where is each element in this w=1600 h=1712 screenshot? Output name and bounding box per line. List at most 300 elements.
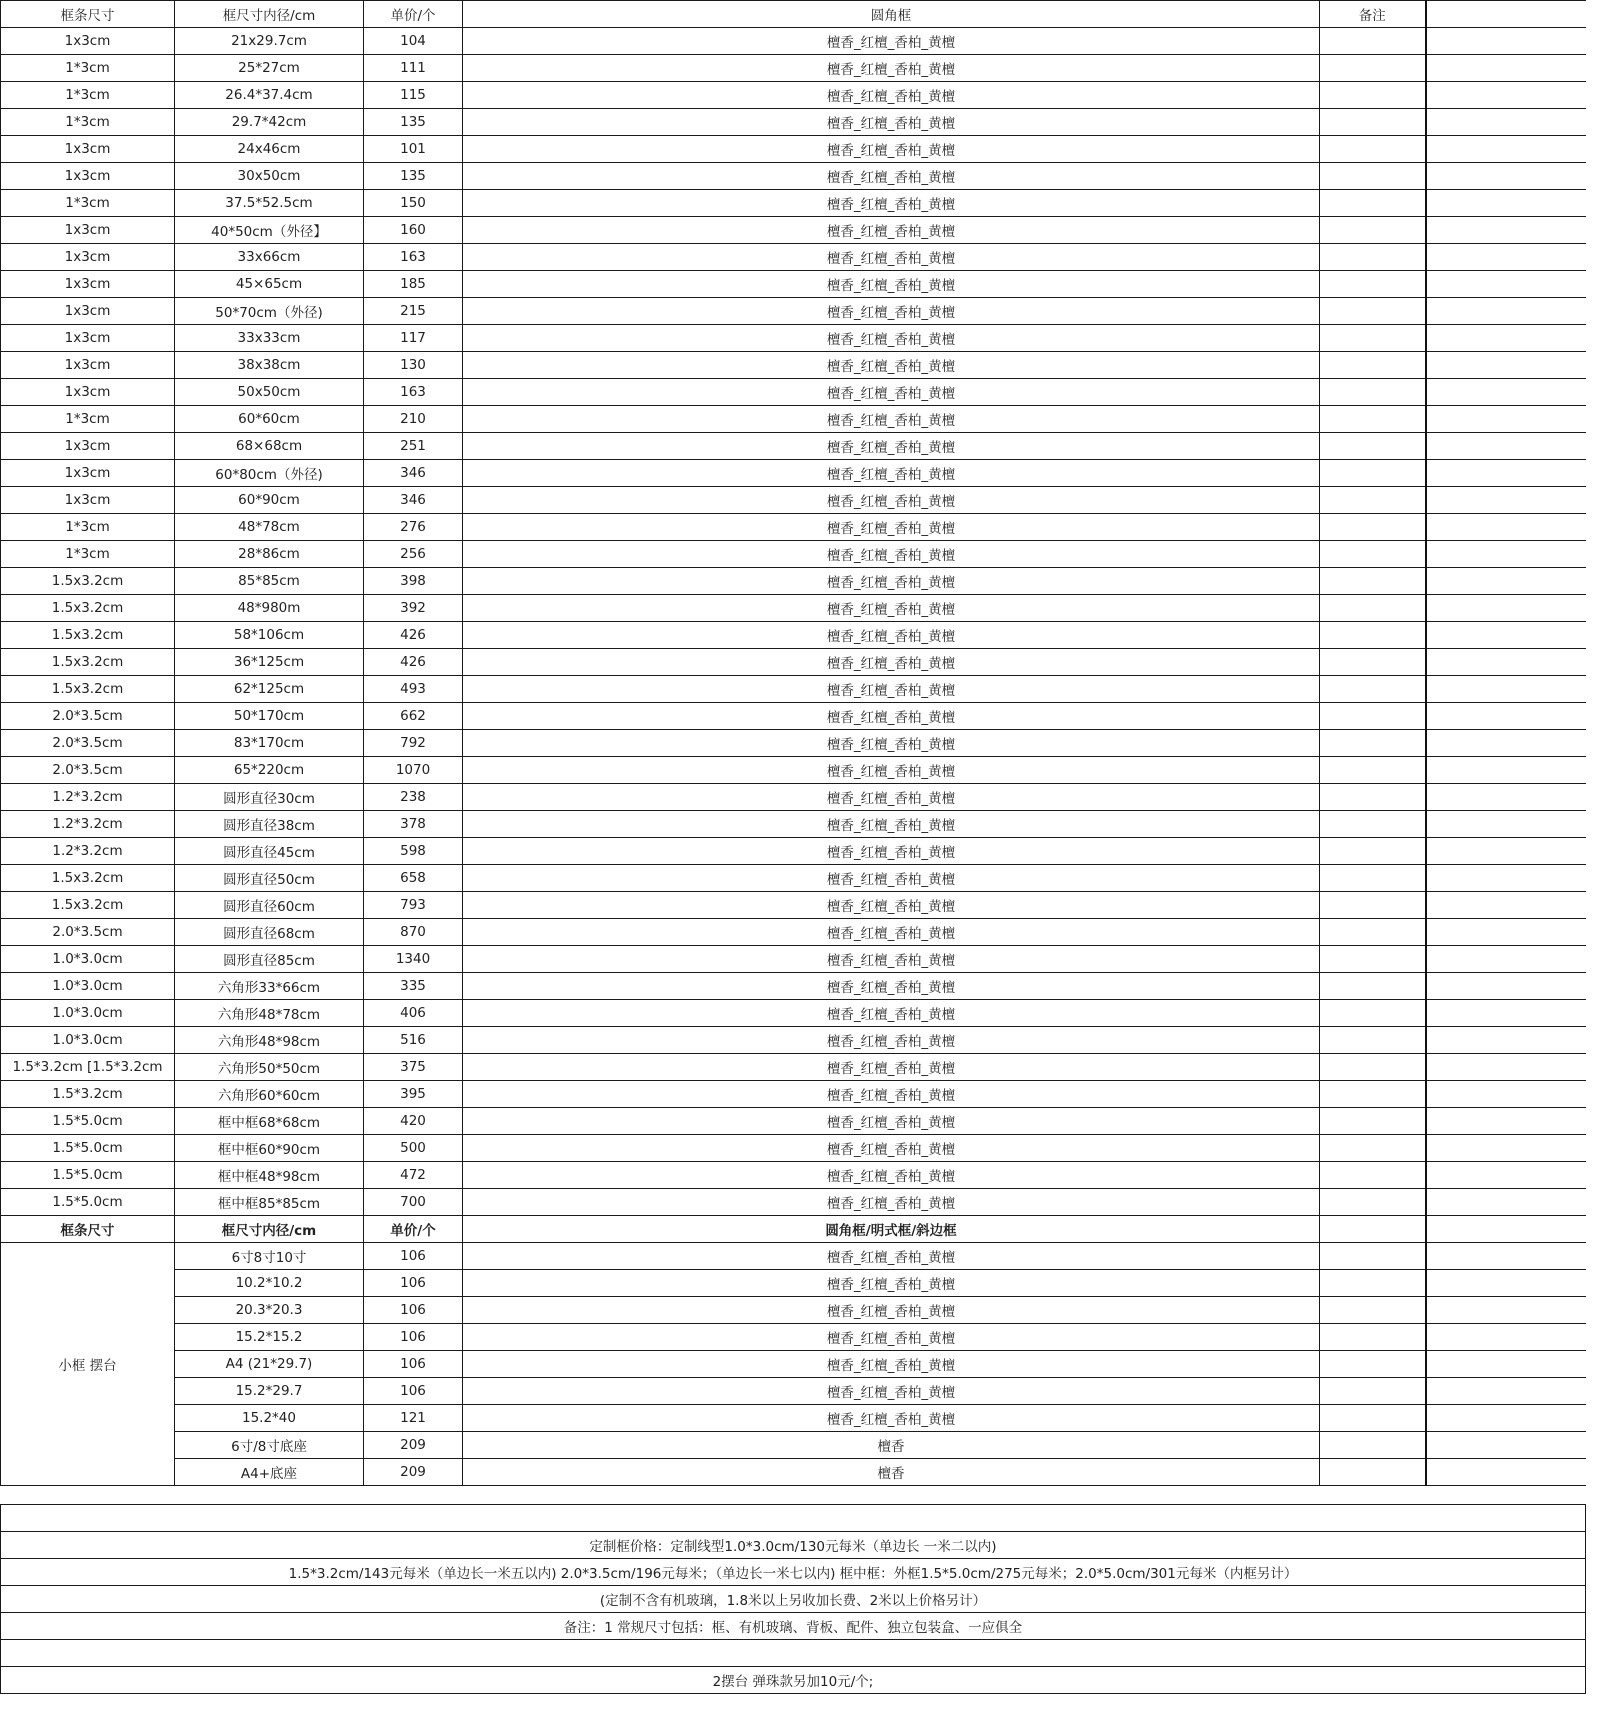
price-cell[interactable]: 215	[364, 298, 463, 325]
wood-cell[interactable]: 檀香_红檀_香柏_黄檀	[463, 784, 1320, 811]
extra-cell[interactable]	[1426, 568, 1587, 595]
extra-cell[interactable]	[1426, 487, 1587, 514]
inner-size-cell[interactable]: 60*90cm	[175, 487, 364, 514]
inner-size-cell[interactable]: 62*125cm	[175, 676, 364, 703]
remarks-cell[interactable]	[1320, 730, 1426, 757]
wood-cell[interactable]: 檀香_红檀_香柏_黄檀	[463, 487, 1320, 514]
remarks-cell[interactable]	[1320, 298, 1426, 325]
wood-cell[interactable]: 檀香_红檀_香柏_黄檀	[463, 1297, 1320, 1324]
inner-size-cell[interactable]: 58*106cm	[175, 622, 364, 649]
remarks-cell[interactable]	[1320, 541, 1426, 568]
inner-size-cell[interactable]: 28*86cm	[175, 541, 364, 568]
extra-cell[interactable]	[1426, 352, 1587, 379]
inner-size-cell[interactable]: A4+底座	[175, 1459, 364, 1486]
remarks-cell[interactable]	[1320, 514, 1426, 541]
inner-size-cell[interactable]: 48*78cm	[175, 514, 364, 541]
wood-cell[interactable]: 檀香_红檀_香柏_黄檀	[463, 541, 1320, 568]
wood-cell[interactable]: 檀香_红檀_香柏_黄檀	[463, 595, 1320, 622]
strip-size-cell[interactable]: 1.0*3.0cm	[1, 1027, 175, 1054]
extra-cell[interactable]	[1426, 946, 1587, 973]
remarks-cell[interactable]	[1320, 271, 1426, 298]
remarks-cell[interactable]	[1320, 406, 1426, 433]
wood-cell[interactable]: 檀香_红檀_香柏_黄檀	[463, 1000, 1320, 1027]
price-cell[interactable]: 106	[364, 1243, 463, 1270]
remarks-cell[interactable]	[1320, 28, 1426, 55]
extra-cell[interactable]	[1426, 622, 1587, 649]
wood-cell[interactable]: 檀香_红檀_香柏_黄檀	[463, 1378, 1320, 1405]
remarks-cell[interactable]	[1320, 1189, 1426, 1216]
wood-cell[interactable]: 檀香_红檀_香柏_黄檀	[463, 298, 1320, 325]
remarks-cell[interactable]	[1320, 136, 1426, 163]
inner-size-cell[interactable]: 6寸8寸10寸	[175, 1243, 364, 1270]
remarks-cell[interactable]	[1320, 784, 1426, 811]
strip-size-cell[interactable]: 1x3cm	[1, 352, 175, 379]
price-cell[interactable]: 426	[364, 649, 463, 676]
extra-cell[interactable]	[1426, 325, 1587, 352]
extra-cell[interactable]	[1426, 1378, 1587, 1405]
wood-cell[interactable]: 檀香_红檀_香柏_黄檀	[463, 1405, 1320, 1432]
wood-cell[interactable]: 檀香_红檀_香柏_黄檀	[463, 811, 1320, 838]
inner-size-cell[interactable]: 37.5*52.5cm	[175, 190, 364, 217]
remarks-cell[interactable]	[1320, 433, 1426, 460]
price-cell[interactable]: 209	[364, 1432, 463, 1459]
remarks-cell[interactable]	[1320, 1027, 1426, 1054]
extra-cell[interactable]	[1426, 244, 1587, 271]
extra-cell[interactable]	[1426, 649, 1587, 676]
inner-size-cell[interactable]: 24x46cm	[175, 136, 364, 163]
strip-size-cell[interactable]: 1x3cm	[1, 460, 175, 487]
remarks-cell[interactable]	[1320, 1081, 1426, 1108]
remarks-cell[interactable]	[1320, 676, 1426, 703]
remarks-cell[interactable]	[1320, 703, 1426, 730]
price-cell[interactable]: 662	[364, 703, 463, 730]
extra-cell[interactable]	[1426, 1405, 1587, 1432]
wood-cell[interactable]: 檀香_红檀_香柏_黄檀	[463, 622, 1320, 649]
strip-size-cell[interactable]: 1.5*5.0cm	[1, 1189, 175, 1216]
remarks-cell[interactable]	[1320, 1270, 1426, 1297]
extra-cell[interactable]	[1426, 1459, 1587, 1486]
remarks-cell[interactable]	[1320, 1432, 1426, 1459]
wood-cell[interactable]: 檀香_红檀_香柏_黄檀	[463, 109, 1320, 136]
price-cell[interactable]: 238	[364, 784, 463, 811]
header2-inner-size[interactable]: 框尺寸内径/cm	[175, 1216, 364, 1243]
wood-cell[interactable]: 檀香	[463, 1432, 1320, 1459]
remarks-cell[interactable]	[1320, 460, 1426, 487]
remarks-cell[interactable]	[1320, 325, 1426, 352]
wood-cell[interactable]: 檀香_红檀_香柏_黄檀	[463, 1270, 1320, 1297]
strip-size-cell[interactable]: 1.2*3.2cm	[1, 784, 175, 811]
header-empty[interactable]	[1426, 1, 1587, 28]
inner-size-cell[interactable]: 45×65cm	[175, 271, 364, 298]
wood-cell[interactable]: 檀香_红檀_香柏_黄檀	[463, 406, 1320, 433]
extra-cell[interactable]	[1426, 1000, 1587, 1027]
price-cell[interactable]: 121	[364, 1405, 463, 1432]
remarks-cell[interactable]	[1320, 1162, 1426, 1189]
wood-cell[interactable]: 檀香_红檀_香柏_黄檀	[463, 1324, 1320, 1351]
remarks-cell[interactable]	[1320, 82, 1426, 109]
extra-cell[interactable]	[1426, 163, 1587, 190]
price-cell[interactable]: 163	[364, 244, 463, 271]
price-cell[interactable]: 658	[364, 865, 463, 892]
wood-cell[interactable]: 檀香_红檀_香柏_黄檀	[463, 1135, 1320, 1162]
remarks-cell[interactable]	[1320, 1324, 1426, 1351]
price-cell[interactable]: 106	[364, 1378, 463, 1405]
wood-cell[interactable]: 檀香_红檀_香柏_黄檀	[463, 865, 1320, 892]
strip-size-cell[interactable]: 2.0*3.5cm	[1, 757, 175, 784]
inner-size-cell[interactable]: 六角形60*60cm	[175, 1081, 364, 1108]
strip-size-cell[interactable]: 1.5x3.2cm	[1, 595, 175, 622]
remarks-cell[interactable]	[1320, 649, 1426, 676]
wood-cell[interactable]: 檀香_红檀_香柏_黄檀	[463, 1243, 1320, 1270]
strip-size-cell[interactable]: 1.2*3.2cm	[1, 811, 175, 838]
header2-unit-price[interactable]: 单价/个	[364, 1216, 463, 1243]
wood-cell[interactable]: 檀香_红檀_香柏_黄檀	[463, 352, 1320, 379]
remarks-cell[interactable]	[1320, 811, 1426, 838]
price-cell[interactable]: 1070	[364, 757, 463, 784]
inner-size-cell[interactable]: 六角形50*50cm	[175, 1054, 364, 1081]
wood-cell[interactable]: 檀香_红檀_香柏_黄檀	[463, 217, 1320, 244]
header2-extra[interactable]	[1426, 1216, 1587, 1243]
strip-size-cell[interactable]: 1x3cm	[1, 136, 175, 163]
remarks-cell[interactable]	[1320, 973, 1426, 1000]
wood-cell[interactable]: 檀香_红檀_香柏_黄檀	[463, 730, 1320, 757]
wood-cell[interactable]: 檀香_红檀_香柏_黄檀	[463, 1108, 1320, 1135]
strip-size-cell[interactable]: 1.5*5.0cm	[1, 1108, 175, 1135]
extra-cell[interactable]	[1426, 1027, 1587, 1054]
price-cell[interactable]: 106	[364, 1297, 463, 1324]
wood-cell[interactable]: 檀香_红檀_香柏_黄檀	[463, 82, 1320, 109]
remarks-cell[interactable]	[1320, 55, 1426, 82]
wood-cell[interactable]: 檀香_红檀_香柏_黄檀	[463, 568, 1320, 595]
note-cell[interactable]: 2摆台 弹珠款另加10元/个;	[1, 1667, 1586, 1694]
extra-cell[interactable]	[1426, 298, 1587, 325]
note-cell[interactable]: 备注：1 常规尺寸包括：框、有机玻璃、背板、配件、独立包装盒、一应俱全	[1, 1613, 1586, 1640]
inner-size-cell[interactable]: 圆形直径45cm	[175, 838, 364, 865]
inner-size-cell[interactable]: 21x29.7cm	[175, 28, 364, 55]
wood-cell[interactable]: 檀香_红檀_香柏_黄檀	[463, 433, 1320, 460]
inner-size-cell[interactable]: 6寸/8寸底座	[175, 1432, 364, 1459]
remarks-cell[interactable]	[1320, 838, 1426, 865]
extra-cell[interactable]	[1426, 595, 1587, 622]
inner-size-cell[interactable]: 六角形48*98cm	[175, 1027, 364, 1054]
wood-cell[interactable]: 檀香_红檀_香柏_黄檀	[463, 1081, 1320, 1108]
extra-cell[interactable]	[1426, 1243, 1587, 1270]
extra-cell[interactable]	[1426, 757, 1587, 784]
price-cell[interactable]: 472	[364, 1162, 463, 1189]
strip-size-cell[interactable]: 1x3cm	[1, 325, 175, 352]
inner-size-cell[interactable]: 38x38cm	[175, 352, 364, 379]
remarks-cell[interactable]	[1320, 109, 1426, 136]
extra-cell[interactable]	[1426, 1189, 1587, 1216]
price-cell[interactable]: 420	[364, 1108, 463, 1135]
remarks-cell[interactable]	[1320, 1108, 1426, 1135]
price-cell[interactable]: 1340	[364, 946, 463, 973]
extra-cell[interactable]	[1426, 1108, 1587, 1135]
remarks-cell[interactable]	[1320, 946, 1426, 973]
wood-cell[interactable]: 檀香_红檀_香柏_黄檀	[463, 649, 1320, 676]
extra-cell[interactable]	[1426, 784, 1587, 811]
header-inner-size[interactable]: 框尺寸内径/cm	[175, 1, 364, 28]
remarks-cell[interactable]	[1320, 487, 1426, 514]
extra-cell[interactable]	[1426, 1432, 1587, 1459]
price-cell[interactable]: 426	[364, 622, 463, 649]
wood-cell[interactable]: 檀香_红檀_香柏_黄檀	[463, 946, 1320, 973]
wood-cell[interactable]: 檀香_红檀_香柏_黄檀	[463, 838, 1320, 865]
wood-cell[interactable]: 檀香_红檀_香柏_黄檀	[463, 1351, 1320, 1378]
extra-cell[interactable]	[1426, 1324, 1587, 1351]
remarks-cell[interactable]	[1320, 892, 1426, 919]
wood-cell[interactable]: 檀香_红檀_香柏_黄檀	[463, 244, 1320, 271]
strip-size-cell[interactable]: 1.0*3.0cm	[1, 973, 175, 1000]
extra-cell[interactable]	[1426, 1351, 1587, 1378]
inner-size-cell[interactable]: 50*70cm（外径)	[175, 298, 364, 325]
wood-cell[interactable]: 檀香_红檀_香柏_黄檀	[463, 676, 1320, 703]
inner-size-cell[interactable]: 65*220cm	[175, 757, 364, 784]
inner-size-cell[interactable]: 10.2*10.2	[175, 1270, 364, 1297]
wood-cell[interactable]: 檀香_红檀_香柏_黄檀	[463, 757, 1320, 784]
price-cell[interactable]: 346	[364, 460, 463, 487]
strip-size-cell[interactable]: 1.2*3.2cm	[1, 838, 175, 865]
extra-cell[interactable]	[1426, 973, 1587, 1000]
price-cell[interactable]: 104	[364, 28, 463, 55]
inner-size-cell[interactable]: 圆形直径38cm	[175, 811, 364, 838]
inner-size-cell[interactable]: 六角形48*78cm	[175, 1000, 364, 1027]
price-cell[interactable]: 251	[364, 433, 463, 460]
wood-cell[interactable]: 檀香	[463, 1459, 1320, 1486]
price-cell[interactable]: 392	[364, 595, 463, 622]
remarks-cell[interactable]	[1320, 919, 1426, 946]
extra-cell[interactable]	[1426, 271, 1587, 298]
blank-note-cell[interactable]	[1, 1640, 1586, 1667]
wood-cell[interactable]: 檀香_红檀_香柏_黄檀	[463, 190, 1320, 217]
header2-strip-size[interactable]: 框条尺寸	[1, 1216, 175, 1243]
wood-cell[interactable]: 檀香_红檀_香柏_黄檀	[463, 28, 1320, 55]
inner-size-cell[interactable]: 26.4*37.4cm	[175, 82, 364, 109]
strip-size-cell[interactable]: 1.5x3.2cm	[1, 865, 175, 892]
remarks-cell[interactable]	[1320, 1054, 1426, 1081]
inner-size-cell[interactable]: 50*170cm	[175, 703, 364, 730]
wood-cell[interactable]: 檀香_红檀_香柏_黄檀	[463, 1027, 1320, 1054]
inner-size-cell[interactable]: 15.2*29.7	[175, 1378, 364, 1405]
inner-size-cell[interactable]: 68×68cm	[175, 433, 364, 460]
price-cell[interactable]: 516	[364, 1027, 463, 1054]
remarks-cell[interactable]	[1320, 1378, 1426, 1405]
price-cell[interactable]: 335	[364, 973, 463, 1000]
inner-size-cell[interactable]: 圆形直径85cm	[175, 946, 364, 973]
strip-size-cell[interactable]: 1*3cm	[1, 541, 175, 568]
strip-size-cell[interactable]: 1x3cm	[1, 217, 175, 244]
extra-cell[interactable]	[1426, 811, 1587, 838]
inner-size-cell[interactable]: 25*27cm	[175, 55, 364, 82]
wood-cell[interactable]: 檀香_红檀_香柏_黄檀	[463, 514, 1320, 541]
small-frame-label[interactable]: 小框 摆台	[1, 1243, 175, 1486]
strip-size-cell[interactable]: 1.5*5.0cm	[1, 1162, 175, 1189]
price-cell[interactable]: 106	[364, 1324, 463, 1351]
inner-size-cell[interactable]: 圆形直径50cm	[175, 865, 364, 892]
remarks-cell[interactable]	[1320, 757, 1426, 784]
inner-size-cell[interactable]: 29.7*42cm	[175, 109, 364, 136]
remarks-cell[interactable]	[1320, 865, 1426, 892]
strip-size-cell[interactable]: 1x3cm	[1, 244, 175, 271]
strip-size-cell[interactable]: 2.0*3.5cm	[1, 919, 175, 946]
remarks-cell[interactable]	[1320, 352, 1426, 379]
price-cell[interactable]: 106	[364, 1270, 463, 1297]
extra-cell[interactable]	[1426, 1135, 1587, 1162]
note-cell[interactable]: (定制不含有机玻璃，1.8米以上另收加长费、2米以上价格另计）	[1, 1586, 1586, 1613]
inner-size-cell[interactable]: 33x66cm	[175, 244, 364, 271]
inner-size-cell[interactable]: 85*85cm	[175, 568, 364, 595]
wood-cell[interactable]: 檀香_红檀_香柏_黄檀	[463, 271, 1320, 298]
price-cell[interactable]: 398	[364, 568, 463, 595]
strip-size-cell[interactable]: 1.5*5.0cm	[1, 1135, 175, 1162]
wood-cell[interactable]: 檀香_红檀_香柏_黄檀	[463, 1189, 1320, 1216]
extra-cell[interactable]	[1426, 109, 1587, 136]
inner-size-cell[interactable]: 40*50cm（外径】	[175, 217, 364, 244]
inner-size-cell[interactable]: 框中框85*85cm	[175, 1189, 364, 1216]
strip-size-cell[interactable]: 1*3cm	[1, 514, 175, 541]
strip-size-cell[interactable]: 1*3cm	[1, 55, 175, 82]
inner-size-cell[interactable]: 60*60cm	[175, 406, 364, 433]
inner-size-cell[interactable]: 圆形直径60cm	[175, 892, 364, 919]
wood-cell[interactable]: 檀香_红檀_香柏_黄檀	[463, 379, 1320, 406]
wood-cell[interactable]: 檀香_红檀_香柏_黄檀	[463, 919, 1320, 946]
price-cell[interactable]: 111	[364, 55, 463, 82]
header-round-frame[interactable]: 圆角框	[463, 1, 1320, 28]
note-cell[interactable]: 定制框价格：定制线型1.0*3.0cm/130元每米（单边长 一米二以内)	[1, 1532, 1586, 1559]
inner-size-cell[interactable]: 框中框48*98cm	[175, 1162, 364, 1189]
inner-size-cell[interactable]: 15.2*15.2	[175, 1324, 364, 1351]
inner-size-cell[interactable]: 83*170cm	[175, 730, 364, 757]
strip-size-cell[interactable]: 1x3cm	[1, 271, 175, 298]
price-cell[interactable]: 117	[364, 325, 463, 352]
strip-size-cell[interactable]: 1.0*3.0cm	[1, 1000, 175, 1027]
remarks-cell[interactable]	[1320, 1297, 1426, 1324]
strip-size-cell[interactable]: 1x3cm	[1, 298, 175, 325]
price-cell[interactable]: 209	[364, 1459, 463, 1486]
inner-size-cell[interactable]: 框中框68*68cm	[175, 1108, 364, 1135]
extra-cell[interactable]	[1426, 730, 1587, 757]
extra-cell[interactable]	[1426, 865, 1587, 892]
remarks-cell[interactable]	[1320, 379, 1426, 406]
strip-size-cell[interactable]: 2.0*3.5cm	[1, 730, 175, 757]
extra-cell[interactable]	[1426, 82, 1587, 109]
extra-cell[interactable]	[1426, 514, 1587, 541]
price-cell[interactable]: 210	[364, 406, 463, 433]
price-cell[interactable]: 500	[364, 1135, 463, 1162]
blank-note-cell[interactable]	[1, 1505, 1586, 1532]
extra-cell[interactable]	[1426, 1162, 1587, 1189]
extra-cell[interactable]	[1426, 217, 1587, 244]
strip-size-cell[interactable]: 1*3cm	[1, 109, 175, 136]
price-cell[interactable]: 101	[364, 136, 463, 163]
inner-size-cell[interactable]: 框中框60*90cm	[175, 1135, 364, 1162]
inner-size-cell[interactable]: A4 (21*29.7)	[175, 1351, 364, 1378]
strip-size-cell[interactable]: 1.5*3.2cm	[1, 1081, 175, 1108]
remarks-cell[interactable]	[1320, 622, 1426, 649]
price-cell[interactable]: 375	[364, 1054, 463, 1081]
strip-size-cell[interactable]: 2.0*3.5cm	[1, 703, 175, 730]
remarks-cell[interactable]	[1320, 1135, 1426, 1162]
strip-size-cell[interactable]: 1.5x3.2cm	[1, 568, 175, 595]
strip-size-cell[interactable]: 1x3cm	[1, 28, 175, 55]
wood-cell[interactable]: 檀香_红檀_香柏_黄檀	[463, 1162, 1320, 1189]
price-cell[interactable]: 406	[364, 1000, 463, 1027]
extra-cell[interactable]	[1426, 136, 1587, 163]
inner-size-cell[interactable]: 20.3*20.3	[175, 1297, 364, 1324]
price-cell[interactable]: 395	[364, 1081, 463, 1108]
price-cell[interactable]: 792	[364, 730, 463, 757]
strip-size-cell[interactable]: 1.0*3.0cm	[1, 946, 175, 973]
strip-size-cell[interactable]: 1.5x3.2cm	[1, 649, 175, 676]
extra-cell[interactable]	[1426, 1054, 1587, 1081]
price-cell[interactable]: 185	[364, 271, 463, 298]
extra-cell[interactable]	[1426, 1297, 1587, 1324]
wood-cell[interactable]: 檀香_红檀_香柏_黄檀	[463, 892, 1320, 919]
strip-size-cell[interactable]: 1.5x3.2cm	[1, 676, 175, 703]
price-cell[interactable]: 346	[364, 487, 463, 514]
price-cell[interactable]: 598	[364, 838, 463, 865]
remarks-cell[interactable]	[1320, 595, 1426, 622]
inner-size-cell[interactable]: 33x33cm	[175, 325, 364, 352]
extra-cell[interactable]	[1426, 703, 1587, 730]
extra-cell[interactable]	[1426, 676, 1587, 703]
extra-cell[interactable]	[1426, 919, 1587, 946]
extra-cell[interactable]	[1426, 190, 1587, 217]
inner-size-cell[interactable]: 15.2*40	[175, 1405, 364, 1432]
price-cell[interactable]: 163	[364, 379, 463, 406]
strip-size-cell[interactable]: 1.5*3.2cm [1.5*3.2cm	[1, 1054, 175, 1081]
strip-size-cell[interactable]: 1*3cm	[1, 190, 175, 217]
extra-cell[interactable]	[1426, 838, 1587, 865]
extra-cell[interactable]	[1426, 460, 1587, 487]
remarks-cell[interactable]	[1320, 190, 1426, 217]
inner-size-cell[interactable]: 30x50cm	[175, 163, 364, 190]
wood-cell[interactable]: 檀香_红檀_香柏_黄檀	[463, 136, 1320, 163]
extra-cell[interactable]	[1426, 55, 1587, 82]
price-cell[interactable]: 276	[364, 514, 463, 541]
price-cell[interactable]: 106	[364, 1351, 463, 1378]
remarks-cell[interactable]	[1320, 1459, 1426, 1486]
wood-cell[interactable]: 檀香_红檀_香柏_黄檀	[463, 163, 1320, 190]
header-remarks[interactable]: 备注	[1320, 1, 1426, 28]
price-cell[interactable]: 135	[364, 163, 463, 190]
header-strip-size[interactable]: 框条尺寸	[1, 1, 175, 28]
price-cell[interactable]: 135	[364, 109, 463, 136]
remarks-cell[interactable]	[1320, 1243, 1426, 1270]
extra-cell[interactable]	[1426, 406, 1587, 433]
wood-cell[interactable]: 檀香_红檀_香柏_黄檀	[463, 973, 1320, 1000]
strip-size-cell[interactable]: 1*3cm	[1, 82, 175, 109]
inner-size-cell[interactable]: 36*125cm	[175, 649, 364, 676]
remarks-cell[interactable]	[1320, 163, 1426, 190]
extra-cell[interactable]	[1426, 892, 1587, 919]
inner-size-cell[interactable]: 圆形直径68cm	[175, 919, 364, 946]
wood-cell[interactable]: 檀香_红檀_香柏_黄檀	[463, 1054, 1320, 1081]
extra-cell[interactable]	[1426, 28, 1587, 55]
price-cell[interactable]: 378	[364, 811, 463, 838]
inner-size-cell[interactable]: 圆形直径30cm	[175, 784, 364, 811]
strip-size-cell[interactable]: 1*3cm	[1, 406, 175, 433]
strip-size-cell[interactable]: 1x3cm	[1, 163, 175, 190]
remarks-cell[interactable]	[1320, 217, 1426, 244]
price-cell[interactable]: 700	[364, 1189, 463, 1216]
strip-size-cell[interactable]: 1x3cm	[1, 379, 175, 406]
strip-size-cell[interactable]: 1.5x3.2cm	[1, 892, 175, 919]
extra-cell[interactable]	[1426, 541, 1587, 568]
price-cell[interactable]: 130	[364, 352, 463, 379]
wood-cell[interactable]: 檀香_红檀_香柏_黄檀	[463, 325, 1320, 352]
header-unit-price[interactable]: 单价/个	[364, 1, 463, 28]
